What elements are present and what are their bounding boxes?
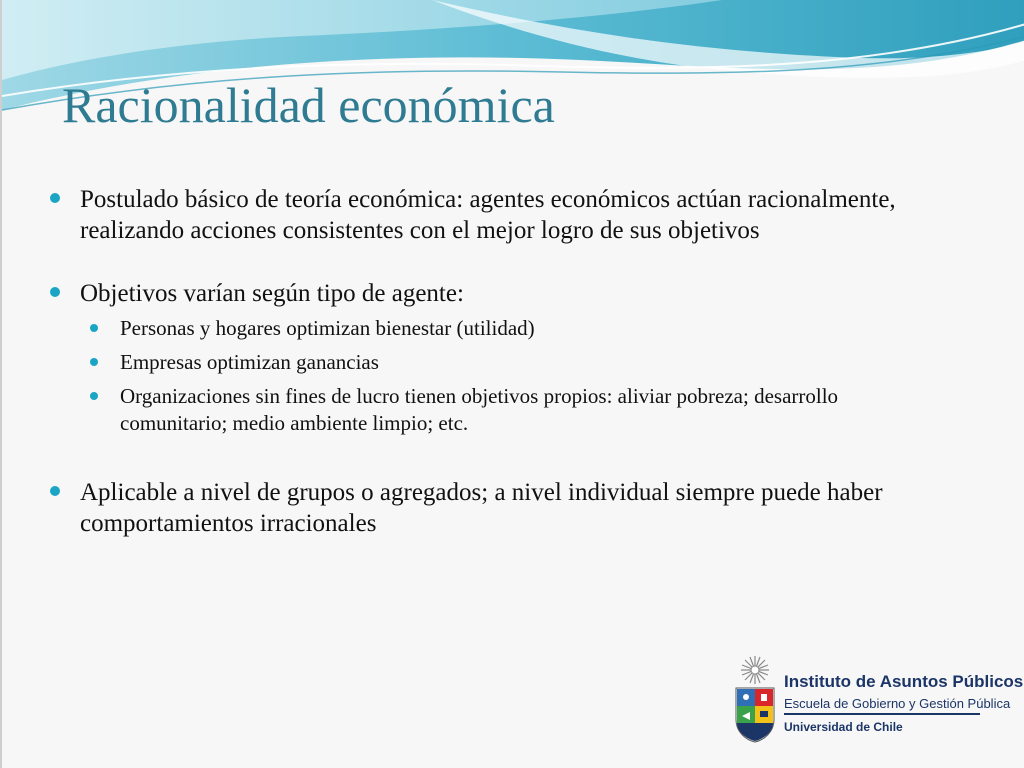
sub-bullet-dot-icon xyxy=(90,392,98,400)
sub-bullet-text: Organizaciones sin fines de lucro tienen objetivos propios: aliviar pobreza; desarrollo comunitario; medio ambiente limpio; etc. xyxy=(120,384,839,435)
university-seal-icon xyxy=(732,650,778,744)
bullet-list xyxy=(50,184,950,539)
sub-bullet-dot-icon xyxy=(90,324,98,332)
logo-text xyxy=(784,672,1024,734)
bullet-text: Postulado básico de teoría económica: agentes económicos actúan racionalmente, realizando acciones consistentes con el mejor logro de sus objetivos xyxy=(80,186,896,244)
sub-bullet-item xyxy=(90,383,950,437)
bullet-item xyxy=(50,278,950,437)
logo-university-name: Universidad de Chile xyxy=(784,720,903,734)
sub-bullet-text: Personas y hogares optimizan bienestar (utilidad) xyxy=(120,316,535,340)
institution-logo xyxy=(726,644,1024,748)
sub-bullet-dot-icon xyxy=(90,358,98,366)
bullet-dot-icon xyxy=(50,193,60,203)
logo-school-name: Escuela de Gobierno y Gestión Pública xyxy=(784,695,980,715)
sub-bullet-text: Empresas optimizan ganancias xyxy=(120,350,379,374)
bullet-item xyxy=(50,477,950,539)
bullet-item xyxy=(50,184,950,246)
logo-institute-name: Instituto de Asuntos Públicos xyxy=(784,672,1024,691)
bullet-dot-icon xyxy=(50,486,60,496)
sub-bullet-item xyxy=(90,315,950,342)
bullet-text: Objetivos varían según tipo de agente: xyxy=(80,280,464,307)
bullet-dot-icon xyxy=(50,287,60,297)
sub-bullet-item xyxy=(90,349,950,376)
sub-bullet-list xyxy=(90,315,950,437)
slide-title: Racionalidad económica xyxy=(62,77,555,133)
bullet-text: Aplicable a nivel de grupos o agregados; a nivel individual siempre puede haber comportamientos irracionales xyxy=(80,479,883,537)
